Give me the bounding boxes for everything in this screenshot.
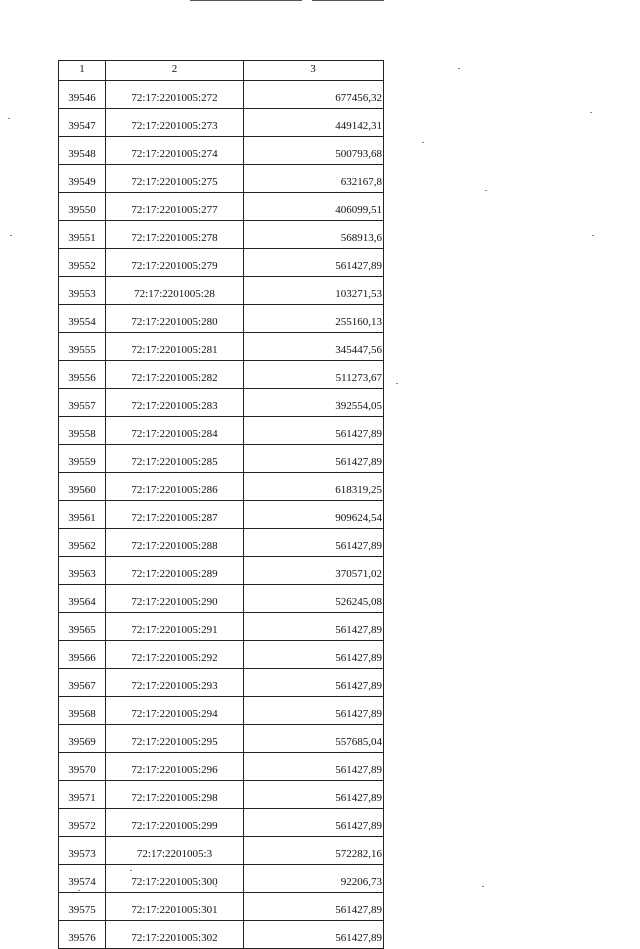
value-cell: 561427,89 bbox=[244, 641, 384, 669]
cadastral-number-cell: 72:17:2201005:277 bbox=[106, 193, 244, 221]
value-cell: 449142,31 bbox=[244, 109, 384, 137]
table-row bbox=[59, 81, 384, 109]
cadastral-number-cell: 72:17:2201005:3 bbox=[106, 837, 244, 865]
table-row bbox=[59, 725, 384, 753]
cadastral-number-cell: 72:17:2201005:281 bbox=[106, 333, 244, 361]
table-row bbox=[59, 781, 384, 809]
row-number-cell: 39551 bbox=[59, 221, 106, 249]
value-cell: 561427,89 bbox=[244, 249, 384, 277]
row-number-cell: 39565 bbox=[59, 613, 106, 641]
row-number-cell: 39547 bbox=[59, 109, 106, 137]
value-cell: 561427,89 bbox=[244, 781, 384, 809]
cadastral-number-cell: 72:17:2201005:287 bbox=[106, 501, 244, 529]
row-number-cell: 39557 bbox=[59, 389, 106, 417]
cadastral-number-cell: 72:17:2201005:291 bbox=[106, 613, 244, 641]
cadastral-number-cell: 72:17:2201005:301 bbox=[106, 893, 244, 921]
row-number-cell: 39550 bbox=[59, 193, 106, 221]
row-number-cell: 39572 bbox=[59, 809, 106, 837]
table-row bbox=[59, 165, 384, 193]
row-number-cell: 39560 bbox=[59, 473, 106, 501]
cadastral-number-cell: 72:17:2201005:298 bbox=[106, 781, 244, 809]
table-row bbox=[59, 753, 384, 781]
table-row bbox=[59, 697, 384, 725]
value-cell: 345447,56 bbox=[244, 333, 384, 361]
row-number-cell: 39548 bbox=[59, 137, 106, 165]
value-cell: 392554,05 bbox=[244, 389, 384, 417]
column-header: 2 bbox=[106, 61, 244, 81]
value-cell: 103271,53 bbox=[244, 277, 384, 305]
table-row bbox=[59, 921, 384, 949]
row-number-cell: 39563 bbox=[59, 557, 106, 585]
cadastral-number-cell: 72:17:2201005:284 bbox=[106, 417, 244, 445]
table-row bbox=[59, 109, 384, 137]
value-cell: 557685,04 bbox=[244, 725, 384, 753]
table-row bbox=[59, 893, 384, 921]
row-number-cell: 39571 bbox=[59, 781, 106, 809]
cadastral-number-cell: 72:17:2201005:280 bbox=[106, 305, 244, 333]
value-cell: 511273,67 bbox=[244, 361, 384, 389]
row-number-cell: 39566 bbox=[59, 641, 106, 669]
scan-speck bbox=[396, 383, 398, 384]
row-number-cell: 39546 bbox=[59, 81, 106, 109]
value-cell: 561427,89 bbox=[244, 417, 384, 445]
value-cell: 909624,54 bbox=[244, 501, 384, 529]
row-number-cell: 39549 bbox=[59, 165, 106, 193]
row-number-cell: 39554 bbox=[59, 305, 106, 333]
table-row bbox=[59, 249, 384, 277]
value-cell: 677456,32 bbox=[244, 81, 384, 109]
scan-speck bbox=[485, 190, 487, 191]
scan-speck bbox=[422, 142, 424, 143]
table-row bbox=[59, 473, 384, 501]
value-cell: 572282,16 bbox=[244, 837, 384, 865]
cadastral-number-cell: 72:17:2201005:296 bbox=[106, 753, 244, 781]
top-edge-line-left bbox=[190, 0, 302, 1]
table-row bbox=[59, 557, 384, 585]
cadastral-number-cell: 72:17:2201005:302 bbox=[106, 921, 244, 949]
value-cell: 561427,89 bbox=[244, 809, 384, 837]
table-row bbox=[59, 837, 384, 865]
row-number-cell: 39570 bbox=[59, 753, 106, 781]
value-cell: 370571,02 bbox=[244, 557, 384, 585]
table-row bbox=[59, 641, 384, 669]
cadastral-number-cell: 72:17:2201005:28 bbox=[106, 277, 244, 305]
table-header-row bbox=[59, 61, 384, 81]
value-cell: 561427,89 bbox=[244, 697, 384, 725]
cadastral-number-cell: 72:17:2201005:299 bbox=[106, 809, 244, 837]
cadastral-number-cell: 72:17:2201005:290 bbox=[106, 585, 244, 613]
table-row bbox=[59, 585, 384, 613]
table-row bbox=[59, 333, 384, 361]
table-row bbox=[59, 865, 384, 893]
scan-speck bbox=[458, 68, 460, 69]
cadastral-number-cell: 72:17:2201005:289 bbox=[106, 557, 244, 585]
cadastral-number-cell: 72:17:2201005:272 bbox=[106, 81, 244, 109]
cadastral-number-cell: 72:17:2201005:275 bbox=[106, 165, 244, 193]
row-number-cell: 39576 bbox=[59, 921, 106, 949]
cadastral-number-cell: 72:17:2201005:279 bbox=[106, 249, 244, 277]
table-row bbox=[59, 613, 384, 641]
value-cell: 561427,89 bbox=[244, 921, 384, 949]
row-number-cell: 39574 bbox=[59, 865, 106, 893]
value-cell: 561427,89 bbox=[244, 529, 384, 557]
table-row bbox=[59, 277, 384, 305]
table-row bbox=[59, 389, 384, 417]
cadastral-number-cell: 72:17:2201005:285 bbox=[106, 445, 244, 473]
table-row bbox=[59, 361, 384, 389]
cadastral-number-cell: 72:17:2201005:292 bbox=[106, 641, 244, 669]
row-number-cell: 39552 bbox=[59, 249, 106, 277]
value-cell: 561427,89 bbox=[244, 893, 384, 921]
value-cell: 500793,68 bbox=[244, 137, 384, 165]
row-number-cell: 39561 bbox=[59, 501, 106, 529]
cadastral-number-cell: 72:17:2201005:300 bbox=[106, 865, 244, 893]
data-table bbox=[58, 60, 384, 949]
column-header: 3 bbox=[244, 61, 384, 81]
cadastral-number-cell: 72:17:2201005:286 bbox=[106, 473, 244, 501]
top-edge-line-right bbox=[312, 0, 384, 1]
cadastral-number-cell: 72:17:2201005:288 bbox=[106, 529, 244, 557]
cadastral-number-cell: 72:17:2201005:273 bbox=[106, 109, 244, 137]
row-number-cell: 39568 bbox=[59, 697, 106, 725]
row-number-cell: 39569 bbox=[59, 725, 106, 753]
value-cell: 618319,25 bbox=[244, 473, 384, 501]
value-cell: 568913,6 bbox=[244, 221, 384, 249]
table-row bbox=[59, 137, 384, 165]
value-cell: 561427,89 bbox=[244, 445, 384, 473]
value-cell: 526245,08 bbox=[244, 585, 384, 613]
table-row bbox=[59, 809, 384, 837]
table-body bbox=[59, 81, 384, 949]
scan-speck bbox=[8, 118, 10, 119]
cadastral-number-cell: 72:17:2201005:278 bbox=[106, 221, 244, 249]
value-cell: 561427,89 bbox=[244, 613, 384, 641]
value-cell: 255160,13 bbox=[244, 305, 384, 333]
row-number-cell: 39562 bbox=[59, 529, 106, 557]
value-cell: 92206,73 bbox=[244, 865, 384, 893]
row-number-cell: 39553 bbox=[59, 277, 106, 305]
cadastral-number-cell: 72:17:2201005:294 bbox=[106, 697, 244, 725]
table-row bbox=[59, 305, 384, 333]
row-number-cell: 39575 bbox=[59, 893, 106, 921]
value-cell: 561427,89 bbox=[244, 669, 384, 697]
table-row bbox=[59, 501, 384, 529]
cadastral-number-cell: 72:17:2201005:282 bbox=[106, 361, 244, 389]
table-row bbox=[59, 193, 384, 221]
scan-speck bbox=[590, 112, 592, 113]
cadastral-number-cell: 72:17:2201005:295 bbox=[106, 725, 244, 753]
table-row bbox=[59, 669, 384, 697]
table-row bbox=[59, 529, 384, 557]
cadastral-number-cell: 72:17:2201005:293 bbox=[106, 669, 244, 697]
table-row bbox=[59, 221, 384, 249]
scan-speck bbox=[482, 886, 484, 887]
row-number-cell: 39555 bbox=[59, 333, 106, 361]
row-number-cell: 39556 bbox=[59, 361, 106, 389]
cadastral-number-cell: 72:17:2201005:283 bbox=[106, 389, 244, 417]
row-number-cell: 39564 bbox=[59, 585, 106, 613]
value-cell: 561427,89 bbox=[244, 753, 384, 781]
scan-speck bbox=[592, 235, 594, 236]
column-header: 1 bbox=[59, 61, 106, 81]
table-row bbox=[59, 417, 384, 445]
table-row bbox=[59, 445, 384, 473]
row-number-cell: 39567 bbox=[59, 669, 106, 697]
cadastral-number-cell: 72:17:2201005:274 bbox=[106, 137, 244, 165]
value-cell: 406099,51 bbox=[244, 193, 384, 221]
value-cell: 632167,8 bbox=[244, 165, 384, 193]
row-number-cell: 39559 bbox=[59, 445, 106, 473]
row-number-cell: 39558 bbox=[59, 417, 106, 445]
row-number-cell: 39573 bbox=[59, 837, 106, 865]
scan-speck bbox=[10, 235, 12, 236]
